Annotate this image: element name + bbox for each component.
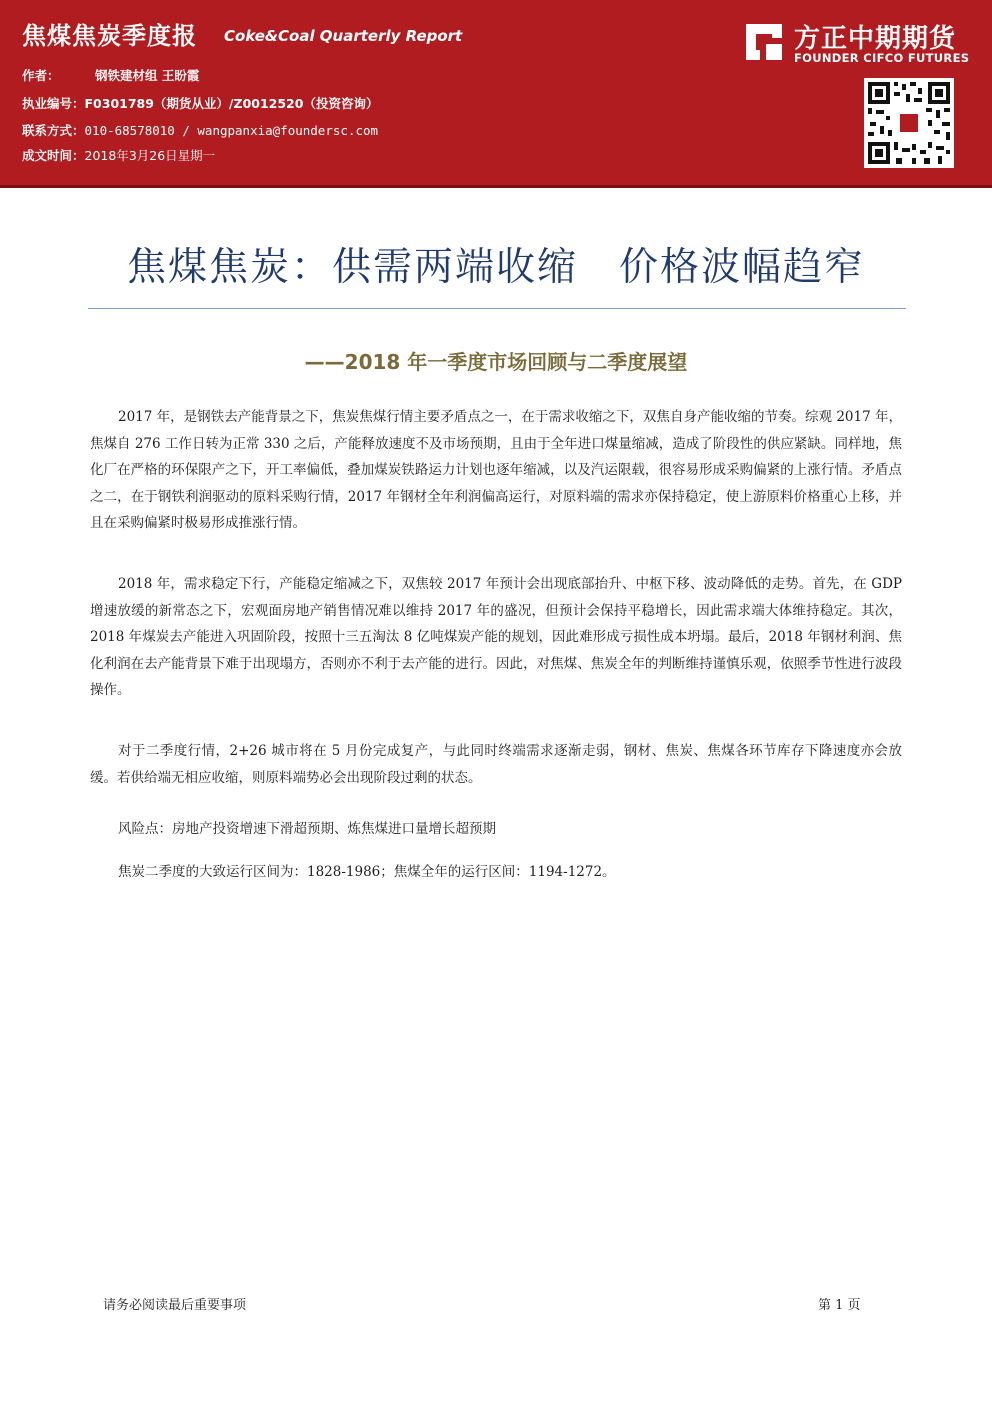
date-line (22, 146, 215, 164)
report-header (0, 0, 992, 185)
report-series-title-en: Coke&Coal Quarterly Report (224, 27, 463, 45)
paragraph-3: 对于二季度行情，2+26 城市将在 5 月份完成复产，与此同时终端需求逐渐走弱，钢材、焦炭、焦煤各环节库存下降速度亦会放缓。若供给端无相应收缩，则原料端势必会出现阶段过剩的状态。 (90, 743, 902, 786)
date-label: 成文时间： (22, 148, 85, 163)
date-value: 2018年3月26日星期一 (84, 148, 216, 163)
title-divider (88, 308, 906, 309)
page-number: 第 1 页 (818, 1298, 861, 1313)
license-line (22, 94, 378, 112)
header-divider (0, 185, 992, 188)
logo-text-en: FOUNDER CIFCO FUTURES (794, 51, 970, 65)
contact-value: 010-68578010 / wangpanxia@foundersc.com (84, 123, 379, 138)
company-logo (742, 18, 978, 68)
risk-paragraph: 风险点：房地产投资增速下滑超预期、炼焦煤进口量增长超预期 (118, 821, 496, 837)
qr-code-icon[interactable] (864, 78, 954, 168)
contact-label: 联系方式： (22, 123, 85, 138)
logo-text-cn: 方正中期期货 (794, 24, 957, 54)
license-value: F0301789（期货从业）/Z0012520（投资咨询） (84, 96, 379, 111)
range-paragraph: 焦炭二季度的大致运行区间为：1828-1986；焦煤全年的运行区间：1194-1272。 (118, 864, 616, 880)
page-subtitle: ——2018 年一季度市场回顾与二季度展望 (304, 350, 688, 374)
author-line (22, 66, 199, 84)
founder-logo-icon (742, 20, 786, 64)
author-label: 作者： (22, 68, 60, 83)
paragraph-2: 2018 年，需求稳定下行，产能稳定缩减之下，双焦较 2017 年预计会出现底部抬升、中枢下移、波动降低的走势。首先，在 GDP 增速放缓的新常态之下，宏观面房地产销售情况难以维持 2017 年的盛况，但预计会保持平稳增长，因此需求端大体维持稳定。其次，2018 年煤炭去产能进入巩固阶段，按照十三五淘汰 8 亿吨煤炭产能的规划，因此难形成亏损性成本坍塌。最后，2018 年钢材利润、焦化利润在去产能背景下难于出现塌方，否则亦不利于去产能的进行。因此，对焦煤、焦炭全年的判断维持谨慎乐观，依照季节性进行波段操作。 (90, 576, 902, 698)
paragraph-1: 2017 年，是钢铁去产能背景之下，焦炭焦煤行情主要矛盾点之一，在于需求收缩之下，双焦自身产能收缩的节奏。综观 2017 年，焦煤自 276 工作日转为正常 330 之后，产能释放速度不及市场预期，且由于全年进口煤量缩减，造成了阶段性的供应紧缺。同样地，焦化厂在严格的环保限产之下，开工率偏低，叠加煤炭铁路运力计划也逐年缩减，以及汽运限载，很容易形成采购偏紧的上涨行情。矛盾点之二，在于钢铁利润驱动的原料采购行情，2017 年钢材全年利润偏高运行，对原料端的需求亦保持稳定，使上游原料价格重心上移，并且在采购偏紧时极易形成推涨行情。 (90, 409, 902, 531)
contact-line (22, 121, 378, 139)
license-label: 执业编号： (22, 96, 85, 111)
footer-notice: 请务必阅读最后重要事项 (103, 1298, 247, 1313)
page-title: 焦煤焦炭：供需两端收缩 价格波幅趋窄 (126, 245, 865, 290)
author-value: 钢铁建材组 王盼霞 (95, 68, 200, 83)
report-series-title: 焦煤焦炭季度报 (22, 22, 197, 50)
